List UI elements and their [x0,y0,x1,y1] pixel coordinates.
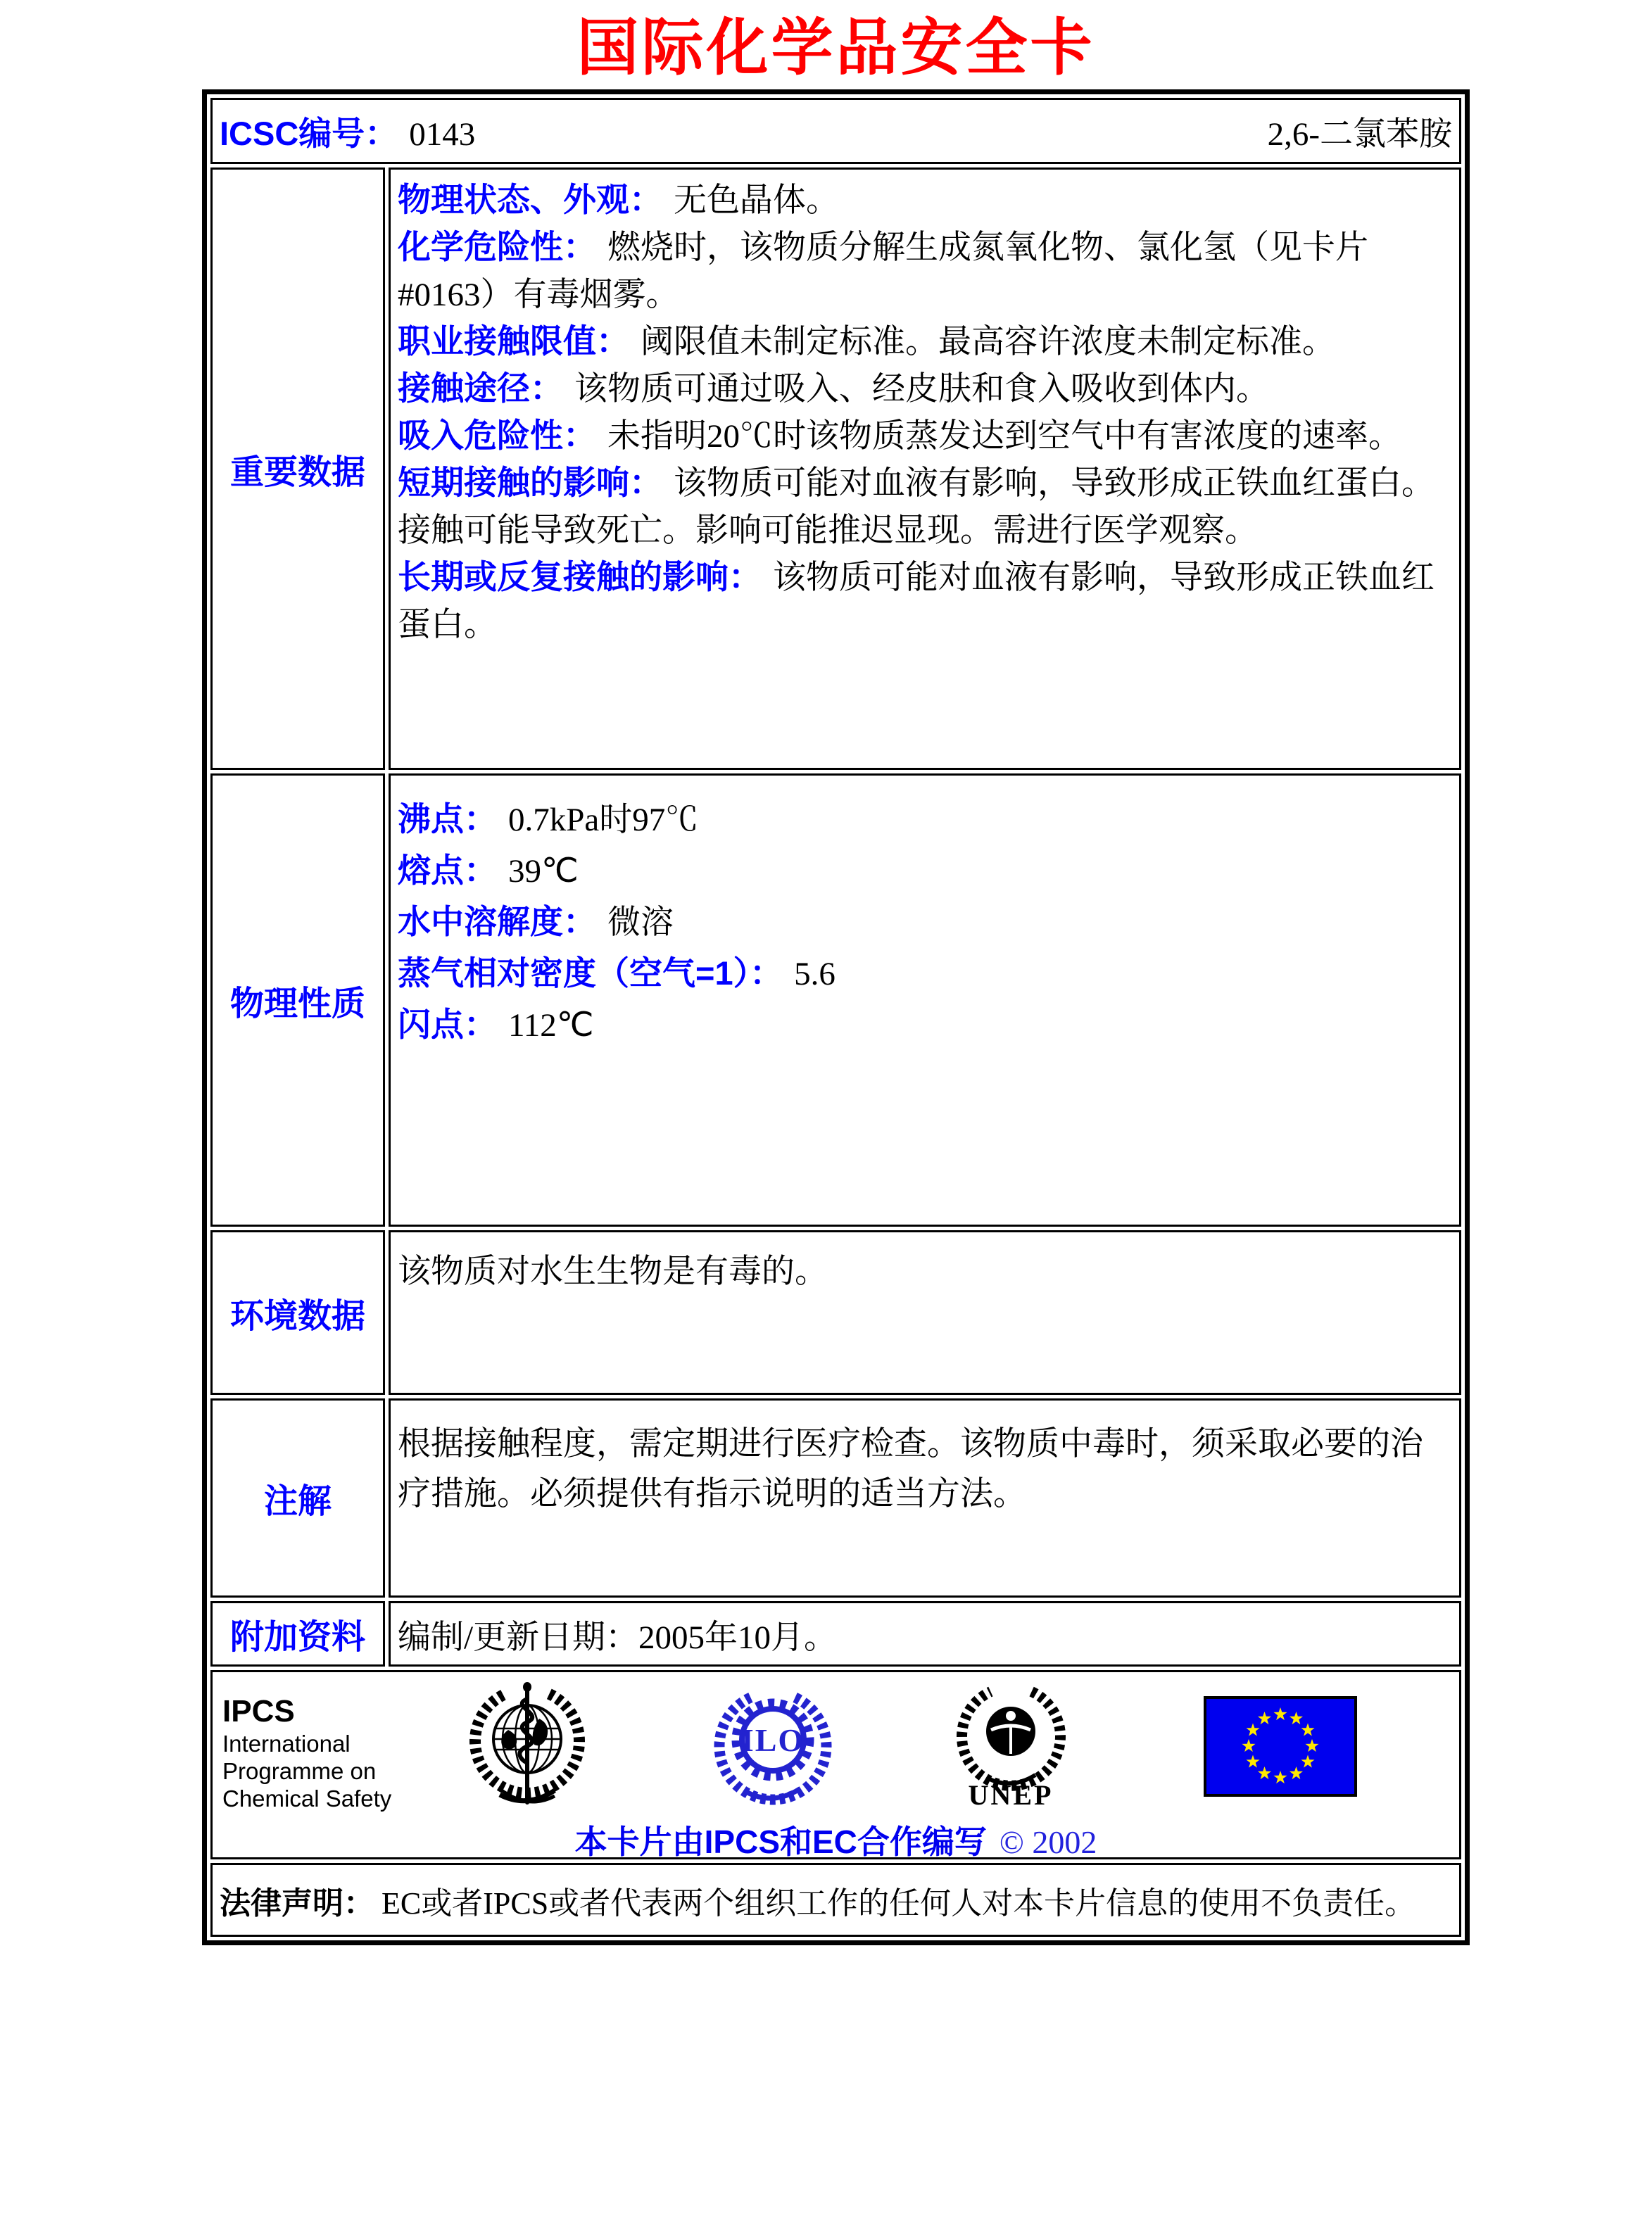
field-label: 闪点： [398,1006,497,1043]
field-label: 蒸气相对密度（空气=1）： [398,954,783,992]
field-line [398,460,1454,507]
physical-properties-content-cell [389,773,1461,1227]
physical-properties-row [210,773,1461,1227]
notes-content-cell [389,1398,1461,1598]
field-label: 沸点： [398,800,497,838]
credit-text: 本卡片由IPCS和EC合作编写 [574,1824,987,1860]
icsc-number-value: 0143 [409,115,476,153]
field-line [398,601,1454,648]
unep-wordmark: UNEP [968,1779,1054,1811]
field-text: 编制/更新日期：2005年10月。 [398,1619,838,1656]
field-text: 无色晶体。 [674,182,839,219]
legal-text: EC或者IPCS或者代表两个组织工作的任何人对本卡片信息的使用不负责任。 [382,1885,1416,1921]
icsc-number-group [220,108,475,155]
field-text: 根据接触程度，需定期进行医疗检查。该物质中毒时，须采取必要的治 [398,1426,1423,1462]
row-label-notes: 注解 [263,1483,332,1520]
notes-label-cell [210,1398,385,1598]
field-line [398,948,1454,999]
field-label: 化学危险性： [398,228,596,265]
field-line [398,554,1454,601]
field-text: 该物质对水生生物是有毒的。 [398,1253,828,1290]
field-line [398,1248,1454,1295]
ilo-monogram: ILO [740,1722,805,1758]
icsc-card-table [202,89,1470,1945]
copyright-text: © 2002 [999,1824,1097,1860]
icsc-number-label: ICSC编号： [220,114,398,152]
field-line [398,412,1454,460]
field-text: 未指明20℃时该物质蒸发达到空气中有害浓度的速率。 [607,418,1401,455]
field-line [398,845,1454,897]
additional-info-label-cell [210,1601,385,1667]
field-text: 蛋白。 [398,607,497,643]
ipcs-subline: Chemical Safety [222,1786,392,1812]
logos-cell [210,1670,1461,1859]
ipcs-heading: IPCS [222,1694,295,1728]
ipcs-subline: International [222,1731,351,1757]
ilo-logo-icon [711,1685,836,1808]
field-label: 吸入危险性： [398,417,596,454]
field-text: 该物质可通过吸入、经皮肤和食入吸收到体内。 [574,371,1269,407]
row-label-physical-properties: 物理性质 [229,985,365,1023]
logos-row [210,1670,1461,1859]
legal-cell [210,1863,1461,1937]
field-label: 接触途径： [398,369,563,407]
additional-info-row [210,1601,1461,1667]
field-text: 该物质可能对血液有影响，导致形成正铁血红 [773,560,1435,596]
field-line [398,177,1454,224]
field-label: 水中溶解度： [398,903,596,940]
ipcs-text-block [222,1693,391,1812]
field-text: 该物质可能对血液有影响，导致形成正铁血红蛋白。 [674,465,1435,502]
row-label-additional-info: 附加资料 [229,1619,365,1656]
environmental-data-label-cell [210,1230,385,1395]
field-line [398,1469,1454,1519]
notes-row [210,1398,1461,1598]
field-line [398,365,1454,412]
row-label-environmental-data: 环境数据 [229,1297,365,1335]
field-line [398,897,1454,948]
field-text: 0.7kPa时97℃ [508,802,699,838]
additional-info-content-cell [389,1601,1461,1667]
field-text: 疗措施。必须提供有指示说明的适当方法。 [398,1476,1026,1512]
chemical-name: 2,6-二氯苯胺 [1267,115,1452,153]
field-label: 物理状态、外观： [398,181,662,218]
field-line [398,271,1454,318]
legal-label: 法律声明： [220,1885,374,1921]
field-line [398,1419,1454,1469]
field-line [398,224,1454,271]
eu-flag-icon [1204,1696,1357,1797]
legal-row [210,1863,1461,1937]
field-text: 5.6 [794,956,836,992]
important-data-row [210,168,1461,770]
important-data-content-cell [389,168,1461,770]
field-text: 39℃ [508,853,579,890]
unep-logo-icon [953,1681,1069,1811]
environmental-data-content-cell [389,1230,1461,1395]
field-line [398,1616,1454,1659]
credit-line [213,1816,1459,1863]
field-label: 熔点： [398,852,497,889]
field-text: 燃烧时，该物质分解生成氮氧化物、氯化氢（见卡片 [607,229,1368,266]
field-text: 阈限值未制定标准。最高容许浓度未制定标准。 [641,324,1335,360]
row-label-important-data: 重要数据 [229,453,365,491]
field-text: 112℃ [508,1007,594,1044]
icsc-header-cell [210,98,1461,164]
field-line [398,794,1454,845]
ipcs-subline: Programme on [222,1758,377,1784]
field-line [398,999,1454,1051]
field-text: #0163）有毒烟雾。 [398,277,679,313]
environmental-data-row [210,1230,1461,1395]
page-title: 国际化学品安全卡 [576,15,1095,83]
who-logo-icon [466,1679,589,1813]
field-line [398,318,1454,365]
field-text: 微溶 [607,904,674,941]
field-line [398,507,1454,554]
important-data-label-cell [210,168,385,770]
icsc-header-row [210,98,1461,164]
physical-properties-label-cell [210,773,385,1227]
field-text: 接触可能导致死亡。影响可能推迟显现。需进行医学观察。 [398,512,1258,549]
field-label: 长期或反复接触的影响： [398,558,762,595]
field-label: 职业接触限值： [398,322,629,360]
field-label: 短期接触的影响： [398,464,662,501]
